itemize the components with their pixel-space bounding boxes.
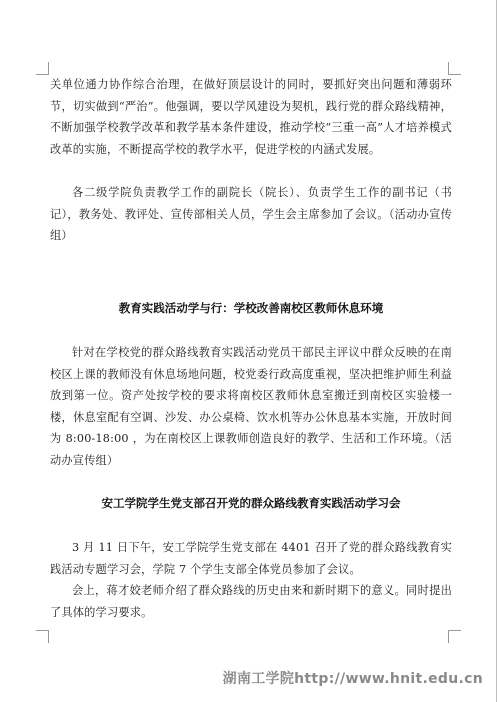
heading-rest-environment: 教育实践活动学与行：学校改善南校区教师休息环境	[118, 301, 384, 315]
paragraph-meeting-remarks: 会上，蒋才姣老师介绍了群众路线的历史由来和新时期下的意义。同时提出了具体的学习要求。	[50, 584, 452, 619]
paragraph-rest-room: 针对在学校党的群众路线教育实践活动党员干部民主评议中群众反映的在南校区上课的教师没有休息场地问题，校党委行政高度重视，坚决把维护师生利益放到第一位。资产处按学校的要求将南校区教师休息室搬迁到南校区实验楼一楼，休息室配有空调、沙发、办公桌椅、饮水机等办公休息基本实施，开放时间为 8:00-18:00 ，为在南校区上课教师创造良好的教学、生活和工作环境。（活动办宣传组）	[50, 346, 452, 467]
paragraph-governance: 关单位通力协作综合治理，在做好顶层设计的同时，要抓好突出问题和薄弱环节，切实做到“严治”。他强调，要以学风建设为契机，践行党的群众路线精神，不断加强学校教学改革和教学基本条件建设，推动学校“三重一高”人才培养模式改革的实施，不断提高学校的教学水平，促进学校的内涵式发展。	[50, 78, 452, 156]
crop-mark-bottom-left	[36, 630, 49, 643]
paragraph-meeting: 3 月 11 日下午，安工学院学生党支部在 4401 召开了党的群众路线教育实践活动专题学习会，学院 7 个学生支部全体党员参加了会议。	[50, 541, 452, 576]
crop-mark-top-left	[36, 62, 49, 75]
site-watermark: 湖南工学院http://www.hnit.edu.cn	[222, 671, 483, 687]
paragraph-attendees: 各二级学院负责教学工作的副院长（院长）、负责学生工作的副书记（书记），教务处、教评处、宣传部相关人员，学生会主席参加了会议。（活动办宣传组）	[50, 186, 452, 242]
crop-mark-bottom-right	[448, 630, 461, 643]
heading-study-meeting: 安工学院学生党支部召开党的群众路线教育实践活动学习会	[101, 496, 401, 510]
